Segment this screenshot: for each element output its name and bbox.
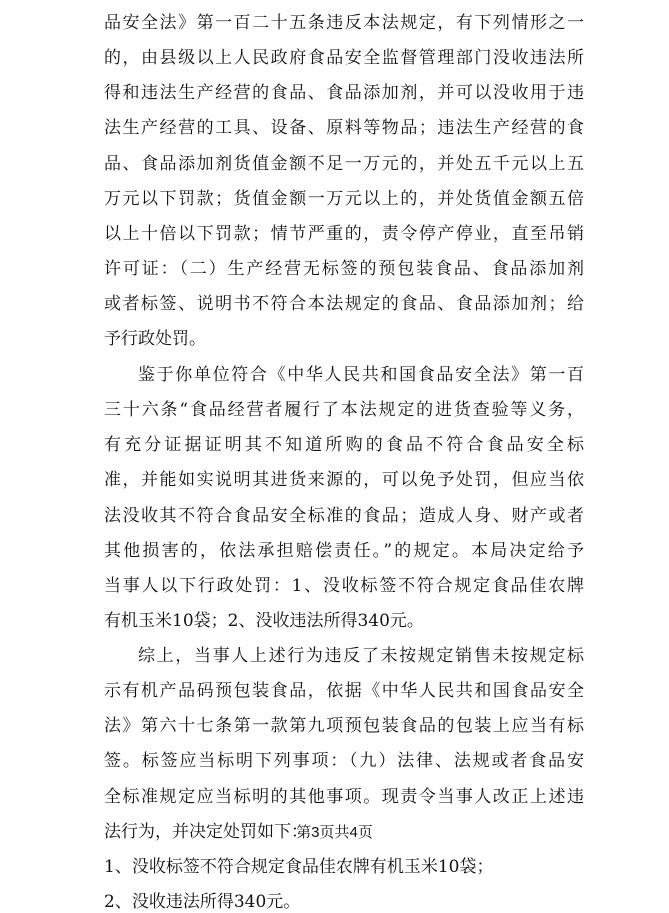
body-line: 万元以下罚款；货值金额一万元以上的，并处货值金额五倍	[104, 189, 584, 209]
body-line: 得和违法生产经营的食品、食品添加剂，并可以没收用于违	[104, 83, 584, 103]
body-line: 三十六条“食品经营者履行了本法规定的进货查验等义务，	[104, 400, 584, 420]
body-line: 准，并能如实说明其进货来源的，可以免予处罚，但应当依	[104, 470, 584, 490]
body-line: 2、没收违法所得340元。	[104, 892, 301, 912]
body-line: 法》第六十七条第一款第九项预包装食品的包装上应当有标	[104, 716, 584, 736]
body-line: 示有机产品码预包装食品，依据《中华人民共和国食品安全	[104, 681, 584, 701]
body-line: 以上十倍以下罚款；情节严重的，责令停产停业，直至吊销	[104, 224, 584, 244]
body-line: 予行政处罚。	[104, 329, 206, 349]
body-line: 综上，当事人上述行为违反了未按规定销售未按规定标	[138, 646, 584, 666]
body-line: 鉴于你单位符合《中华人民共和国食品安全法》第一百	[138, 365, 584, 385]
body-line: 品、食品添加剂货值金额不足一万元的，并处五千元以上五	[104, 154, 584, 174]
body-line: 许可证：（二）生产经营无标签的预包装食品、食品添加剂	[104, 259, 584, 279]
body-line: 1、没收标签不符合规定食品佳农牌有机玉米10袋；	[104, 857, 494, 877]
body-line: 法生产经营的工具、设备、原料等物品；违法生产经营的食	[104, 118, 584, 138]
body-line: 全标准规定应当标明的其他事项。现责令当事人改正上述违	[104, 787, 584, 807]
body-line: 法没收其不符合食品安全标准的食品；造成人身、财产或者	[104, 506, 584, 526]
body-line: 品安全法》第一百二十五条违反本法规定，有下列情形之一	[104, 13, 584, 33]
body-line: 有充分证据证明其不知道所购的食品不符合食品安全标	[104, 435, 584, 455]
body-line: 签。标签应当标明下列事项：（九）法律、法规或者食品安	[104, 751, 584, 771]
page-number: 第3页共4页	[296, 824, 373, 841]
body-line: 的，由县级以上人民政府食品安全监督管理部门没收违法所	[104, 48, 584, 68]
body-line: 有机玉米10袋；2、没收违法所得340元。	[104, 611, 424, 631]
body-line: 法行为，并决定处罚如下：	[104, 822, 308, 842]
body-line: 当事人以下行政处罚：1、没收标签不符合规定食品佳农牌	[104, 576, 584, 596]
body-line: 其他损害的，依法承担赔偿责任。”的规定。本局决定给予	[104, 541, 584, 561]
body-line: 或者标签、说明书不符合本法规定的食品、食品添加剂；给	[104, 294, 584, 314]
